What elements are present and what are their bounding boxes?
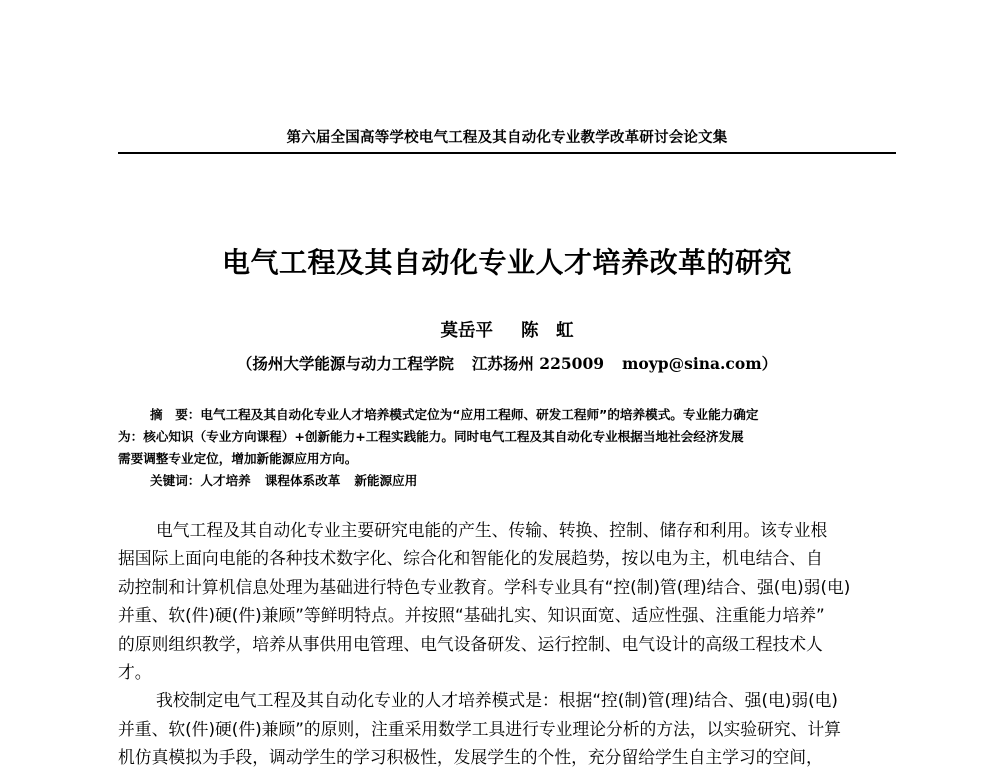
abstract-line: 为：核心知识（专业方向课程）+创新能力+工程实践能力。同时电气工程及其自动化专业根据当地社会经济发展 [118,429,744,444]
affiliation-location: 江苏扬州 225009 [471,354,605,373]
keyword: 新能源应用 [354,473,418,488]
running-header: 第六届全国高等学校电气工程及其自动化专业教学改革研讨会论文集 [286,130,728,146]
body-line: 并重、软(件)硬(件)兼顾”的原则，注重采用数学工具进行专业理论分析的方法，以实验研究、计算 [118,718,841,739]
body-line: 据国际上面向电能的各种技术数字化、综合化和智能化的发展趋势，按以电为主，机电结合、自 [118,548,823,569]
author-list [118,317,896,342]
affiliation-open-paren: （ [236,354,253,373]
keywords-label: 关键词： [150,473,201,488]
body-text [118,516,896,772]
affiliation-institution: 扬州大学能源与动力工程学院 [252,354,454,373]
affiliation-email: moyp@sina.com [622,354,762,373]
paper-title: 电气工程及其自动化专业人才培养改革的研究 [221,246,792,279]
body-line: 并重、软(件)硬(件)兼顾”等鲜明特点。并按照“基础扎实、知识面宽、适应性强、注重能力培养” [118,605,825,626]
body-line: 才。 [118,661,152,682]
body-line: 机仿真模拟为手段，调动学生的学习积极性，发展学生的个性，充分留给学生自主学习的空间， [118,747,823,768]
body-line: 的原则组织教学，培养从事供用电管理、电气设备研发、运行控制、电气设计的高级工程技术人 [118,633,823,654]
author-name: 陈 虹 [521,321,574,341]
affiliation [118,352,896,374]
abstract [118,404,896,492]
keyword: 课程体系改革 [264,473,341,488]
body-line: 我校制定电气工程及其自动化专业的人才培养模式是：根据“控(制)管(理)结合、强(电)弱(电) [156,690,838,711]
affiliation-close-paren: ） [761,354,778,373]
body-line: 动控制和计算机信息处理为基础进行特色专业教育。学科专业具有“控(制)管(理)结合、强(电)弱(电) [118,576,851,597]
keyword: 人才培养 [200,473,251,488]
author-name: 莫岳平 [440,321,493,341]
body-line: 电气工程及其自动化专业主要研究电能的产生、传输、转换、控制、储存和利用。该专业根 [156,520,828,540]
abstract-line: 摘 要：电气工程及其自动化专业人才培养模式定位为“应用工程师、研发工程师”的培养模式。专业能力确定 [150,407,759,422]
header-rule [118,152,896,154]
abstract-line: 需要调整专业定位，增加新能源应用方向。 [118,451,358,466]
keywords-line [118,470,896,492]
